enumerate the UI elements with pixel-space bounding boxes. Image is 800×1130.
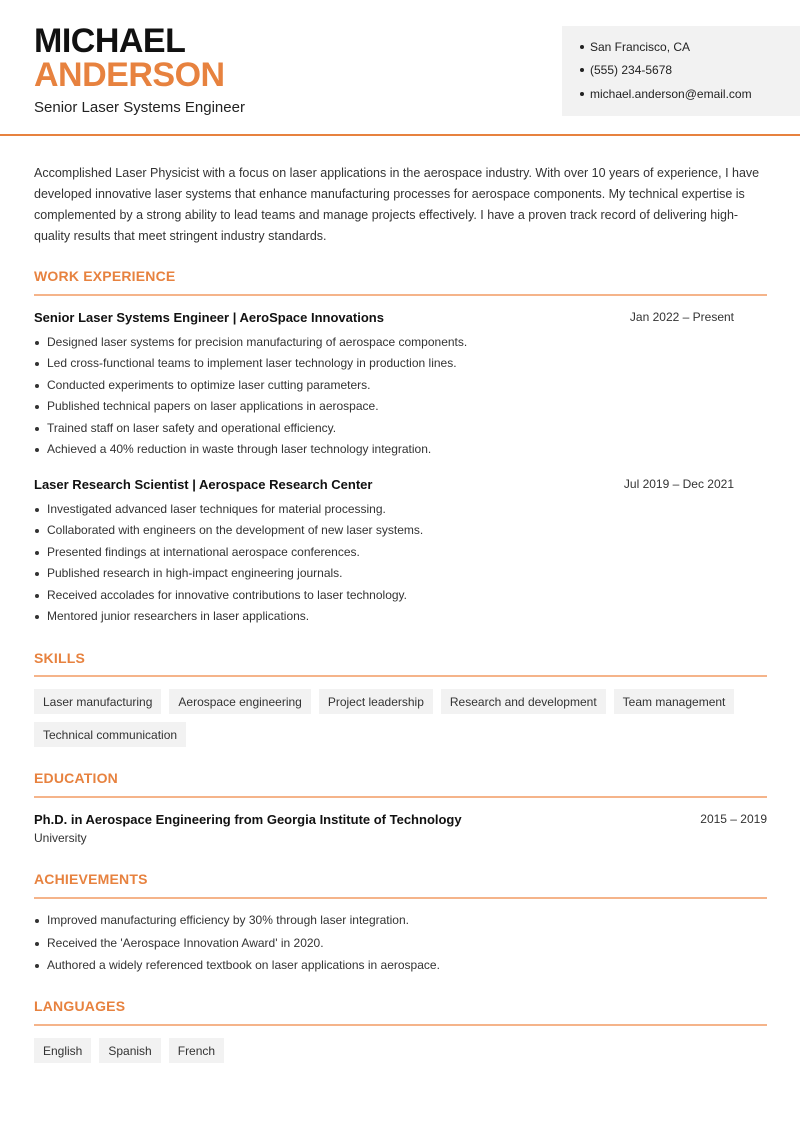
list-item: Designed laser systems for precision manufacturing of aerospace components. <box>34 332 767 353</box>
list-item: Conducted experiments to optimize laser cutting parameters. <box>34 375 767 396</box>
list-item: Published technical papers on laser applications in aerospace. <box>34 396 767 417</box>
skill-chip: Team management <box>614 689 735 714</box>
section-divider <box>34 675 767 677</box>
bullet-icon <box>580 92 584 96</box>
list-item: Received the 'Aerospace Innovation Award' in 2020. <box>34 933 767 956</box>
job-title: Senior Laser Systems Engineer <box>34 99 245 116</box>
list-item: Received accolades for innovative contributions to laser technology. <box>34 585 767 606</box>
contact-phone <box>580 63 672 77</box>
first-name: MICHAEL <box>34 22 186 60</box>
list-item: Trained staff on laser safety and operational efficiency. <box>34 418 767 439</box>
list-item: Presented findings at international aerospace conferences. <box>34 542 767 563</box>
job-1-bullets <box>34 332 767 460</box>
achievements-list <box>34 910 767 978</box>
list-item: Collaborated with engineers on the development of new laser systems. <box>34 520 767 541</box>
languages-list <box>34 1038 774 1071</box>
skills-heading: SKILLS <box>34 650 85 666</box>
work-experience-heading: WORK EXPERIENCE <box>34 268 176 284</box>
skill-chip: Laser manufacturing <box>34 689 161 714</box>
language-chip: French <box>169 1038 224 1063</box>
education-years: 2015 – 2019 <box>700 812 767 826</box>
contact-box <box>562 26 800 116</box>
skills-list <box>34 689 774 755</box>
skill-chip: Technical communication <box>34 722 186 747</box>
list-item: Published research in high-impact engineering journals. <box>34 563 767 584</box>
section-divider <box>34 1024 767 1026</box>
list-item: Led cross-functional teams to implement laser technology in production lines. <box>34 353 767 374</box>
contact-phone-text: (555) 234-5678 <box>590 63 673 77</box>
list-item: Authored a widely referenced textbook on laser applications in aerospace. <box>34 955 767 978</box>
job-1-title: Senior Laser Systems Engineer | AeroSpace Innovations <box>34 310 384 325</box>
contact-location-text: San Francisco, CA <box>590 40 691 54</box>
last-name: ANDERSON <box>34 56 225 94</box>
list-item: Investigated advanced laser techniques for material processing. <box>34 499 767 520</box>
language-chip: English <box>34 1038 91 1063</box>
resume-header <box>0 0 800 136</box>
section-divider <box>34 796 767 798</box>
list-item: Mentored junior researchers in laser applications. <box>34 606 767 627</box>
skill-chip: Aerospace engineering <box>169 689 310 714</box>
list-item: Improved manufacturing efficiency by 30% through laser integration. <box>34 910 767 933</box>
education-degree: Ph.D. in Aerospace Engineering from Georgia Institute of Technology <box>34 812 462 827</box>
skill-chip: Project leadership <box>319 689 433 714</box>
job-2-header <box>34 477 767 492</box>
achievements-heading: ACHIEVEMENTS <box>34 871 148 887</box>
job-1-dates: Jan 2022 – Present <box>629 310 734 324</box>
language-chip: Spanish <box>99 1038 160 1063</box>
section-divider <box>34 294 767 296</box>
bullet-icon <box>580 45 584 49</box>
job-2-title: Laser Research Scientist | Aerospace Research Center <box>34 477 373 492</box>
contact-email-text[interactable]: michael.anderson@email.com <box>590 87 752 101</box>
bullet-icon <box>580 68 584 72</box>
section-divider <box>34 897 767 899</box>
languages-heading: LANGUAGES <box>34 998 126 1014</box>
skill-chip: Research and development <box>441 689 606 714</box>
job-2-dates: Jul 2019 – Dec 2021 <box>623 477 734 491</box>
job-1-header <box>34 310 767 325</box>
list-item: Achieved a 40% reduction in waste through laser technology integration. <box>34 439 767 460</box>
job-2-bullets <box>34 499 767 627</box>
summary-paragraph: Accomplished Laser Physicist with a focus on laser applications in the aerospace industry. With over 10 years of experience, I have developed innovative laser systems that enhance manufacturing processes for aerospace components. My technical expertise is complemented by a strong ability to lead teams and manage projects effectively. I have a proven track record of delivering high-quality results that meet stringent industry standards. <box>34 166 760 243</box>
education-school: University <box>34 831 87 845</box>
contact-location <box>580 40 690 54</box>
education-heading: EDUCATION <box>34 770 118 786</box>
contact-email[interactable] <box>580 87 752 101</box>
